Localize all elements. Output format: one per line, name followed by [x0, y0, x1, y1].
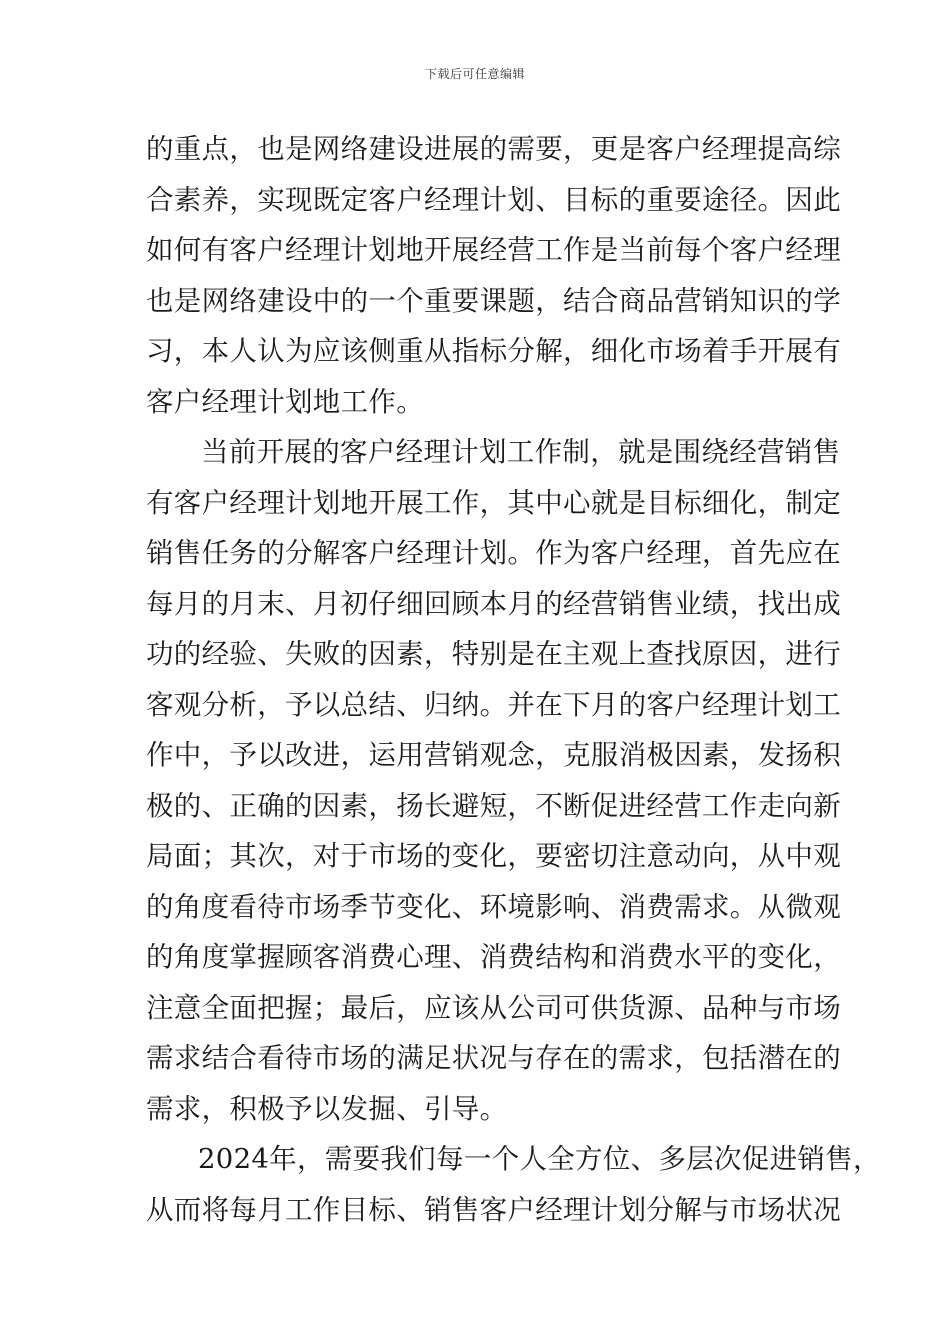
text-line: 需求，积极予以发掘、引导。: [146, 1092, 508, 1125]
text-line: 功的经验、失败的因素，特别是在主观上查找原因，进行: [146, 638, 841, 670]
paragraph-start-line: 2024年，需要我们每一个人全方位、多层次促进销售，: [198, 1143, 881, 1175]
text-line: 极的、正确的因素，扬长避短，不断促进经营工作走向新: [146, 789, 841, 822]
text-line: 需求结合看待市场的满足状况与存在的需求，包括潜在的: [146, 1042, 841, 1074]
page-header: 下载后可任意编辑: [424, 67, 525, 81]
text-line: 作中，予以改进，运用营销观念，克服消极因素，发扬积: [146, 739, 841, 771]
text-line: 每月的月末、月初仔细回顾本月的经营销售业绩，找出成: [146, 587, 841, 620]
text-line: 如何有客户经理计划地开展经营工作是当前每个客户经理: [146, 234, 841, 266]
text-line: 的重点，也是网络建设进展的需要，更是客户经理提高综: [146, 133, 841, 165]
text-line: 也是网络建设中的一个重要课题，结合商品营销知识的学: [146, 284, 841, 317]
text-line: 习，本人认为应该侧重从指标分解，细化市场着手开展有: [146, 335, 841, 367]
text-line: 注意全面把握；最后，应该从公司可供货源、品种与市场: [146, 991, 841, 1024]
text-line: 合素养，实现既定客户经理计划、目标的重要途径。因此: [146, 183, 841, 216]
paragraph-start-line: 当前开展的客户经理计划工作制，就是围绕经营销售: [201, 436, 841, 468]
document-body: [146, 124, 881, 1235]
text-line: 从而将每月工作目标、销售客户经理计划分解与市场状况: [146, 1193, 841, 1226]
text-line: 客观分析，予以总结、归纳。并在下月的客户经理计划工: [146, 688, 841, 721]
text-line: 客户经理计划地工作。: [146, 385, 424, 418]
text-line: 有客户经理计划地开展工作，其中心就是目标细化，制定: [146, 486, 841, 519]
text-line: 局面；其次，对于市场的变化，要密切注意动向，从中观: [146, 840, 841, 872]
text-line: 销售任务的分解客户经理计划。作为客户经理，首先应在: [146, 537, 841, 569]
text-line: 的角度看待市场季节变化、环境影响、消费需求。从微观: [146, 890, 841, 923]
text-line: 的角度掌握顾客消费心理、消费结构和消费水平的变化，: [146, 941, 841, 973]
